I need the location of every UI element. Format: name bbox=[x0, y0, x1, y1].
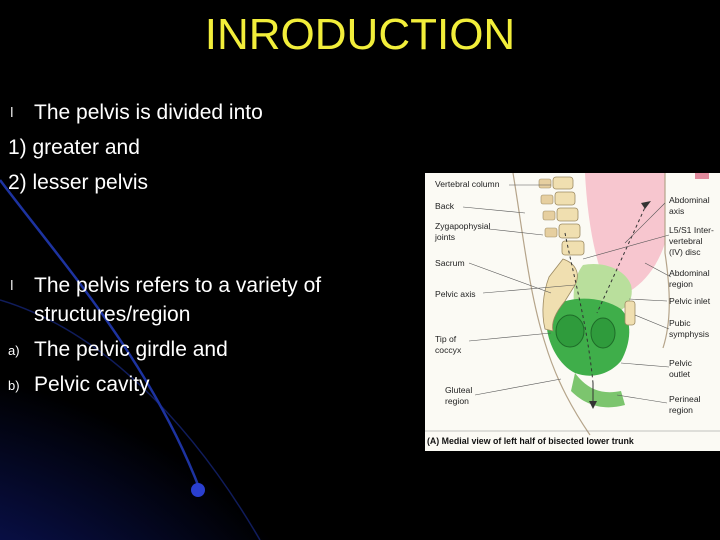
label-coccyx: coccyx bbox=[435, 345, 462, 355]
label-vertebral-column: Vertebral column bbox=[435, 179, 500, 189]
label-pubic: Pubic bbox=[669, 318, 691, 328]
sub-item-marker: a) bbox=[8, 343, 20, 358]
sub-item-marker: b) bbox=[8, 378, 20, 393]
bullet-text: The pelvis refers to a variety of bbox=[34, 274, 322, 297]
label-l5-s1: L5/S1 Inter- bbox=[669, 225, 714, 235]
label-joints: joints bbox=[435, 232, 456, 242]
bullet-text: The pelvis is divided into bbox=[34, 101, 263, 124]
figure-caption: (A) Medial view of left half of bisected lower trunk bbox=[427, 436, 634, 446]
label-pelvic-axis: Pelvic axis bbox=[435, 289, 476, 299]
bullet-text-continued: structures/region bbox=[34, 303, 191, 326]
label-region-2: region bbox=[669, 279, 693, 289]
list-line: 2) lesser pelvis bbox=[8, 171, 149, 194]
label-perineal: Perineal bbox=[669, 394, 701, 404]
label-region: region bbox=[445, 396, 469, 406]
label-region-3: region bbox=[669, 405, 693, 415]
decorative-dot bbox=[191, 483, 205, 497]
bullet-marker: l bbox=[10, 106, 14, 121]
bullet-marker: l bbox=[10, 279, 14, 294]
slide-title: INRODUCTION bbox=[204, 10, 516, 59]
label-tip-of: Tip of bbox=[435, 334, 457, 344]
label-sacrum: Sacrum bbox=[435, 258, 465, 268]
label-axis: axis bbox=[669, 206, 685, 216]
label-vertebral: vertebral bbox=[669, 236, 703, 246]
list-line: 1) greater and bbox=[8, 136, 140, 159]
label-abdominal-2: Abdominal bbox=[669, 268, 710, 278]
label-symphysis: symphysis bbox=[669, 329, 710, 339]
label-abdominal: Abdominal bbox=[669, 195, 710, 205]
pelvis-diagram bbox=[425, 173, 720, 451]
sub-item-text: Pelvic cavity bbox=[34, 373, 150, 396]
sub-item-text: The pelvic girdle and bbox=[34, 338, 228, 361]
label-zygapophysial: Zygapophysial bbox=[435, 221, 491, 231]
label-gluteal: Gluteal bbox=[445, 385, 473, 395]
label-pelvic-inlet: Pelvic inlet bbox=[669, 296, 711, 306]
label-iv-disc: (IV) disc bbox=[669, 247, 701, 257]
label-pelvic: Pelvic bbox=[669, 358, 692, 368]
label-outlet: outlet bbox=[669, 369, 691, 379]
label-back: Back bbox=[435, 201, 455, 211]
